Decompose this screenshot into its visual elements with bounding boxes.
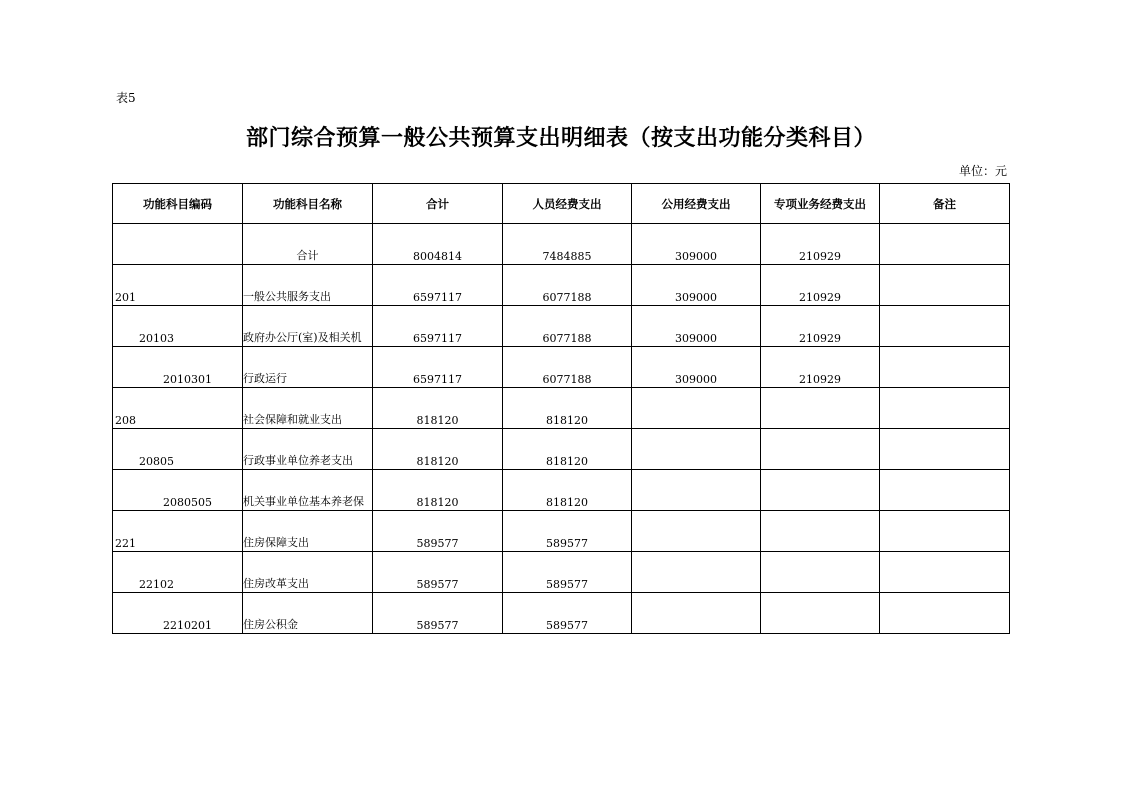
total-row [113,224,1010,265]
cell-total: 8004814 [373,224,503,265]
table-row [113,552,1010,593]
cell-code: 208 [113,388,243,429]
header-total: 合计 [373,184,503,224]
cell-special: 210929 [761,306,880,347]
cell-personnel: 818120 [503,388,632,429]
table-row [113,593,1010,634]
table-row [113,347,1010,388]
header-note: 备注 [880,184,1010,224]
cell-special: 210929 [761,265,880,306]
cell-personnel: 818120 [503,429,632,470]
cell-name: 一般公共服务支出 [243,265,373,306]
cell-personnel: 6077188 [503,306,632,347]
cell-personnel: 6077188 [503,347,632,388]
cell-special: 210929 [761,347,880,388]
cell-code: 2210201 [113,593,243,634]
cell-public [632,511,761,552]
header-code: 功能科目编码 [113,184,243,224]
cell-note [880,429,1010,470]
cell-personnel: 6077188 [503,265,632,306]
table-row [113,265,1010,306]
cell-code: 221 [113,511,243,552]
cell-note [880,552,1010,593]
cell-code: 2080505 [113,470,243,511]
cell-name: 住房保障支出 [243,511,373,552]
cell-special [761,388,880,429]
cell-personnel: 589577 [503,593,632,634]
cell-name: 合计 [243,224,373,265]
table-row [113,429,1010,470]
cell-note [880,593,1010,634]
cell-name: 机关事业单位基本养老保 [243,470,373,511]
cell-name: 住房公积金 [243,593,373,634]
budget-table [112,183,1010,634]
cell-total: 6597117 [373,347,503,388]
cell-total: 818120 [373,429,503,470]
cell-total: 589577 [373,552,503,593]
cell-total: 6597117 [373,265,503,306]
cell-note [880,265,1010,306]
cell-public [632,429,761,470]
cell-public [632,552,761,593]
cell-special [761,593,880,634]
cell-personnel: 7484885 [503,224,632,265]
cell-note [880,470,1010,511]
table-row [113,470,1010,511]
header-row [113,184,1010,224]
header-special: 专项业务经费支出 [761,184,880,224]
cell-special [761,470,880,511]
table-row [113,511,1010,552]
cell-personnel: 818120 [503,470,632,511]
cell-name: 行政事业单位养老支出 [243,429,373,470]
cell-special [761,552,880,593]
cell-public: 309000 [632,306,761,347]
cell-name: 行政运行 [243,347,373,388]
page-title: 部门综合预算一般公共预算支出明细表（按支出功能分类科目） [245,126,876,151]
cell-special [761,429,880,470]
cell-personnel: 589577 [503,511,632,552]
cell-name: 社会保障和就业支出 [243,388,373,429]
cell-special [761,511,880,552]
cell-public [632,388,761,429]
table-row [113,306,1010,347]
cell-note [880,388,1010,429]
header-personnel: 人员经费支出 [503,184,632,224]
cell-code: 201 [113,265,243,306]
cell-code [113,224,243,265]
cell-note [880,347,1010,388]
cell-code: 22102 [113,552,243,593]
cell-code: 2010301 [113,347,243,388]
cell-personnel: 589577 [503,552,632,593]
header-name: 功能科目名称 [243,184,373,224]
cell-public: 309000 [632,224,761,265]
cell-name: 住房改革支出 [243,552,373,593]
cell-public [632,593,761,634]
cell-code: 20103 [113,306,243,347]
cell-public: 309000 [632,347,761,388]
cell-special: 210929 [761,224,880,265]
cell-note [880,306,1010,347]
header-public: 公用经费支出 [632,184,761,224]
cell-total: 589577 [373,511,503,552]
cell-public [632,470,761,511]
cell-note [880,224,1010,265]
table-row [113,388,1010,429]
cell-total: 818120 [373,470,503,511]
cell-total: 818120 [373,388,503,429]
cell-total: 6597117 [373,306,503,347]
unit-label: 单位：元 [958,164,1007,178]
cell-name: 政府办公厅(室)及相关机 [243,306,373,347]
cell-total: 589577 [373,593,503,634]
cell-code: 20805 [113,429,243,470]
cell-note [880,511,1010,552]
table-number: 表5 [116,91,136,105]
cell-public: 309000 [632,265,761,306]
